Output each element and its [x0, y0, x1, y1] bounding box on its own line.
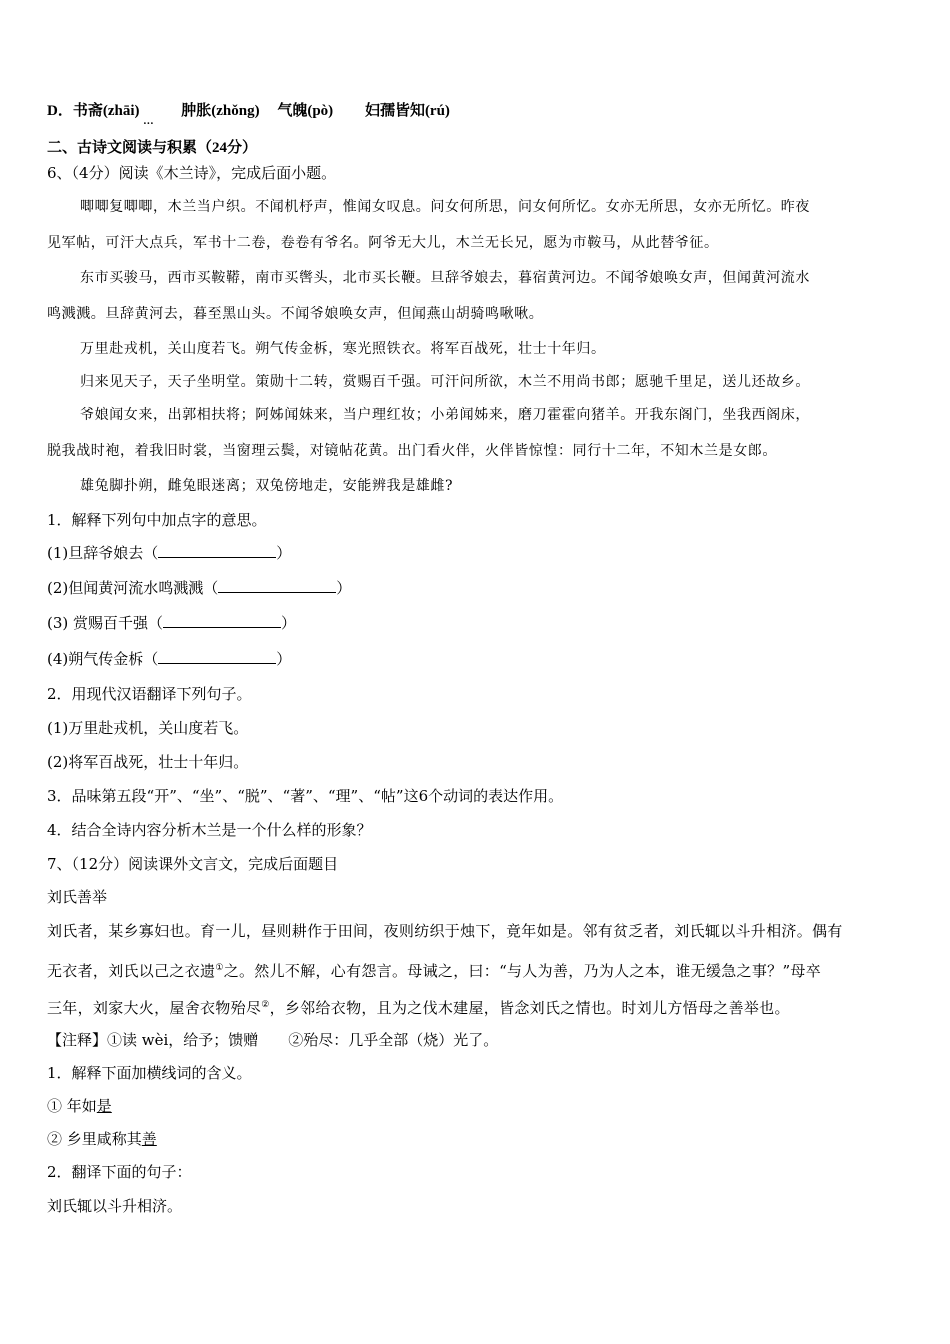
item-text: (3) 赏赐百千强（	[47, 614, 164, 632]
answer-blank[interactable]	[163, 613, 281, 628]
passage-text: 三年，刘家大火，屋舍衣物殆尽	[47, 999, 262, 1017]
answer-blank[interactable]	[218, 578, 336, 593]
q7-passage-title: 刘氏善举	[47, 888, 108, 906]
option-d-label: D．书斋(zhāi)	[47, 103, 140, 119]
q6-sub4: 4．结合全诗内容分析木兰是一个什么样的形象？	[47, 821, 372, 839]
close-paren: ）	[336, 579, 352, 597]
option-d-item4: 妇孺皆知(rú)	[364, 103, 450, 119]
q7-note: 【注释】①读 wèi，给予；馈赠 ②殆尽：几乎全部（烧）光了。	[47, 1031, 499, 1049]
passage-text: ，乡邻给衣物，且为之伐木建屋，皆念刘氏之情也。时刘儿方悟母之善举也。	[269, 999, 790, 1017]
poem-line: 脱我战时袍，着我旧时裳，当窗理云鬓，对镜帖花黄。出门看火伴，火伴皆惊惶：同行十二年，不知木兰是女郎。	[47, 443, 777, 459]
q6-sub1-item	[47, 543, 291, 563]
passage-text: 之。然儿不解，心有怨言。母诫之，曰：“与人为善，乃为人之本，谁无缓急之事？”母卒	[223, 962, 822, 980]
item-text: (4)朔气传金柝（	[47, 650, 159, 668]
q7-sub2-title: 2．翻译下面的句子：	[47, 1163, 192, 1181]
q6-sub2-item: (2)将军百战死，壮士十年归。	[47, 753, 249, 771]
underlined-word: 是	[96, 1097, 112, 1115]
option-d-item3: 气魄(pò)	[277, 103, 334, 119]
underlined-word: 善	[141, 1130, 157, 1148]
passage-text: 无衣者，刘氏以己之衣遗	[47, 962, 216, 980]
poem-line: 万里赴戎机，关山度若飞。朔气传金柝，寒光照铁衣。将军百战死，壮士十年归。	[80, 341, 606, 357]
q6-sub2-title: 2．用现代汉语翻译下列句子。	[47, 685, 252, 703]
item-text: (1)旦辞爷娘去（	[47, 544, 159, 562]
poem-line: 鸣溅溅。旦辞黄河去，暮至黑山头。不闻爷娘唤女声，但闻燕山胡骑鸣啾啾。	[47, 306, 544, 322]
footnote-mark: ②	[261, 1000, 270, 1010]
q6-sub1-item	[47, 649, 291, 669]
poem-line: 见军帖，可汗大点兵，军书十二卷，卷卷有爷名。阿爷无大儿，木兰无长兄，愿为市鞍马，从此替爷征。	[47, 235, 719, 251]
q7-sub1-item	[47, 1096, 112, 1116]
poem-line: 归来见天子，天子坐明堂。策勋十二转，赏赐百千强。可汗问所欲，木兰不用尚书郎；愿驰千里足，送儿还故乡。	[80, 374, 810, 390]
option-d-line	[47, 101, 456, 127]
q7-sub1-item	[47, 1129, 157, 1149]
item-text: ② 乡里咸称其	[47, 1130, 142, 1148]
passage-line	[47, 958, 821, 981]
q6-sub1-item	[47, 613, 296, 633]
q6-header: 6、（4分）阅读《木兰诗》，完成后面小题。	[47, 164, 337, 182]
close-paren: ）	[276, 544, 292, 562]
option-d-item2: 肿胀(zhǒng)	[181, 103, 260, 119]
poem-line: 爷娘闻女来，出郭相扶将；阿姊闻妹来，当户理红妆；小弟闻姊来，磨刀霍霍向猪羊。开我东阁门，坐我西阁床，	[80, 407, 810, 423]
answer-blank[interactable]	[158, 649, 276, 664]
close-paren: ）	[281, 614, 297, 632]
poem-line: 东市买骏马，西市买鞍鞯，南市买辔头，北市买长鞭。旦辞爷娘去，暮宿黄河边。不闻爷娘唤女声，但闻黄河流水	[80, 270, 810, 286]
item-text: ① 年如	[47, 1097, 97, 1115]
passage-line: 刘氏者，某乡寡妇也。育一儿，昼则耕作于田间，夜则纺织于烛下，竟年如是。邻有贫乏者，刘氏辄以斗升相济。偶有	[47, 922, 843, 940]
section-title: 二、古诗文阅读与积累（24分）	[47, 140, 258, 156]
passage-line	[47, 995, 790, 1018]
answer-blank[interactable]	[158, 543, 276, 558]
footnote-mark: ①	[215, 963, 224, 973]
poem-line: 雄兔脚扑朔，雌兔眼迷离；双兔傍地走，安能辨我是雄雌?	[80, 478, 454, 494]
q6-sub1-item	[47, 578, 351, 598]
poem-line: 唧唧复唧唧，木兰当户织。不闻机杼声，惟闻女叹息。问女何所思，问女何所忆。女亦无所思，女亦无所忆。昨夜	[80, 199, 810, 215]
item-text: (2)但闻黄河流水鸣溅溅（	[47, 579, 219, 597]
q7-header: 7、（12分）阅读课外文言文，完成后面题目	[47, 855, 339, 873]
q6-sub1-title: 1．解释下列句中加点字的意思。	[47, 511, 267, 529]
q6-sub2-item: (1)万里赴戎机，关山度若飞。	[47, 719, 249, 737]
emphasis-dots: . . .	[143, 115, 153, 127]
q7-sub1-title: 1．解释下面加横线词的含义。	[47, 1064, 252, 1082]
close-paren: ）	[276, 650, 292, 668]
q6-sub3: 3．品味第五段“开”、“坐”、“脱”、“著”、“理”、“帖”这6个动词的表达作用。	[47, 787, 564, 805]
q7-sub2-item: 刘氏辄以斗升相济。	[47, 1197, 183, 1215]
